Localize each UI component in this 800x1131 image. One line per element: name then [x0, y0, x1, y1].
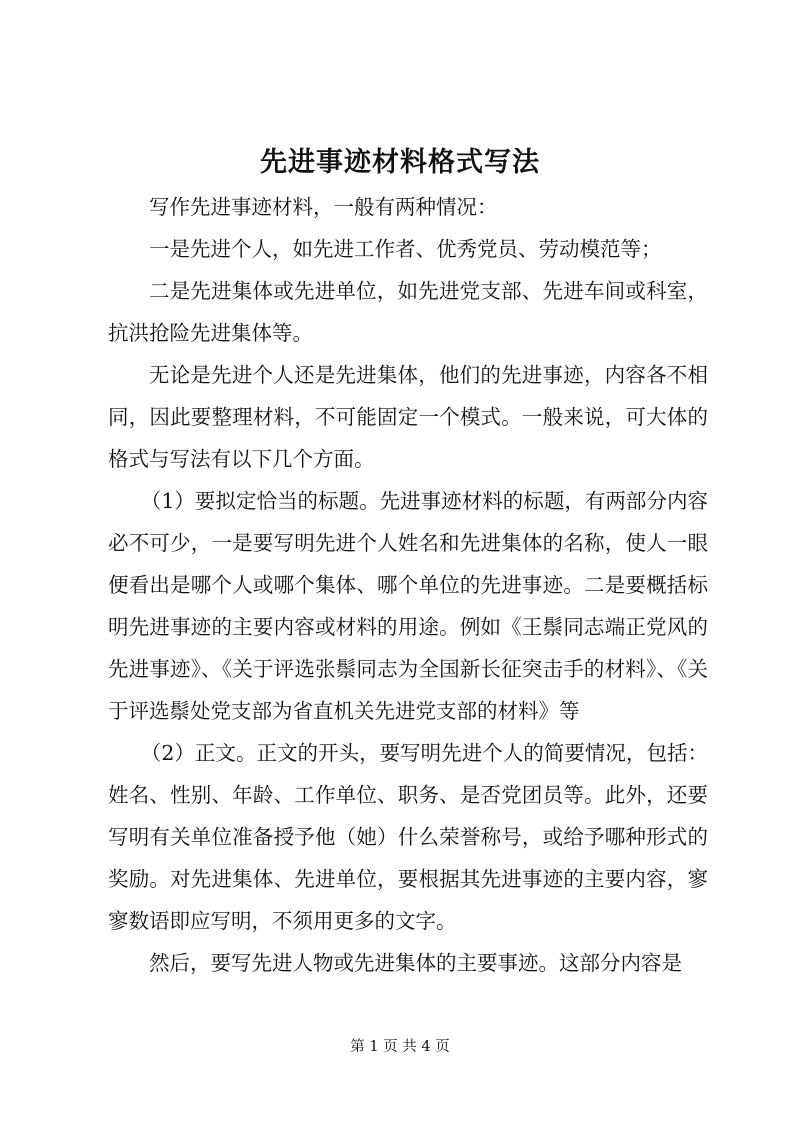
- paragraph-section-body: （2）正文。正文的开头，要写明先进个人的简要情况，包括：姓名、性别、年龄、工作单位、职务、是否党团员等。此外，还要写明有关单位准备授予他（她）什么荣誉称号，或给予哪种形式的奖励。对先进集体、先进单位，要根据其先进事迹的主要内容，寥寥数语即应写明，不须用更多的文字。: [108, 741, 708, 933]
- paragraph-section-title: （1）要拟定恰当的标题。先进事迹材料的标题，有两部分内容必不可少，一是要写明先进个人姓名和先进集体的名称，使人一眼便看出是哪个人或哪个集体、哪个单位的先进事迹。二是要概括标明先进事迹的主要内容或材料的用途。例如《王鬃同志端正党风的先进事迹》、《关于评选张鬃同志为全国新长征突击手的材料》、《关于评选鬃处党支部为省直机关先进党支部的材料》等: [108, 489, 708, 723]
- page-number-footer: 第 1 页 共 4 页: [350, 1039, 450, 1055]
- paragraph-case-individual: 一是先进个人，如先进工作者、优秀党员、劳动模范等；: [149, 237, 662, 261]
- paragraph-general-format: 无论是先进个人还是先进集体，他们的先进事迹，内容各不相同，因此要整理材料，不可能固定一个模式。一般来说，可大体的格式与写法有以下几个方面。: [108, 363, 708, 471]
- paragraph-intro: 写作先进事迹材料，一般有两种情况：: [149, 195, 498, 219]
- paragraph-main-deeds: 然后，要写先进人物或先进集体的主要事迹。这部分内容是: [149, 951, 682, 975]
- document-body: [108, 186, 708, 984]
- document-title: 先进事迹材料格式写法: [260, 147, 540, 178]
- paragraph-case-collective: 二是先进集体或先进单位，如先进党支部、先进车间或科室，抗洪抢险先进集体等。: [108, 279, 708, 345]
